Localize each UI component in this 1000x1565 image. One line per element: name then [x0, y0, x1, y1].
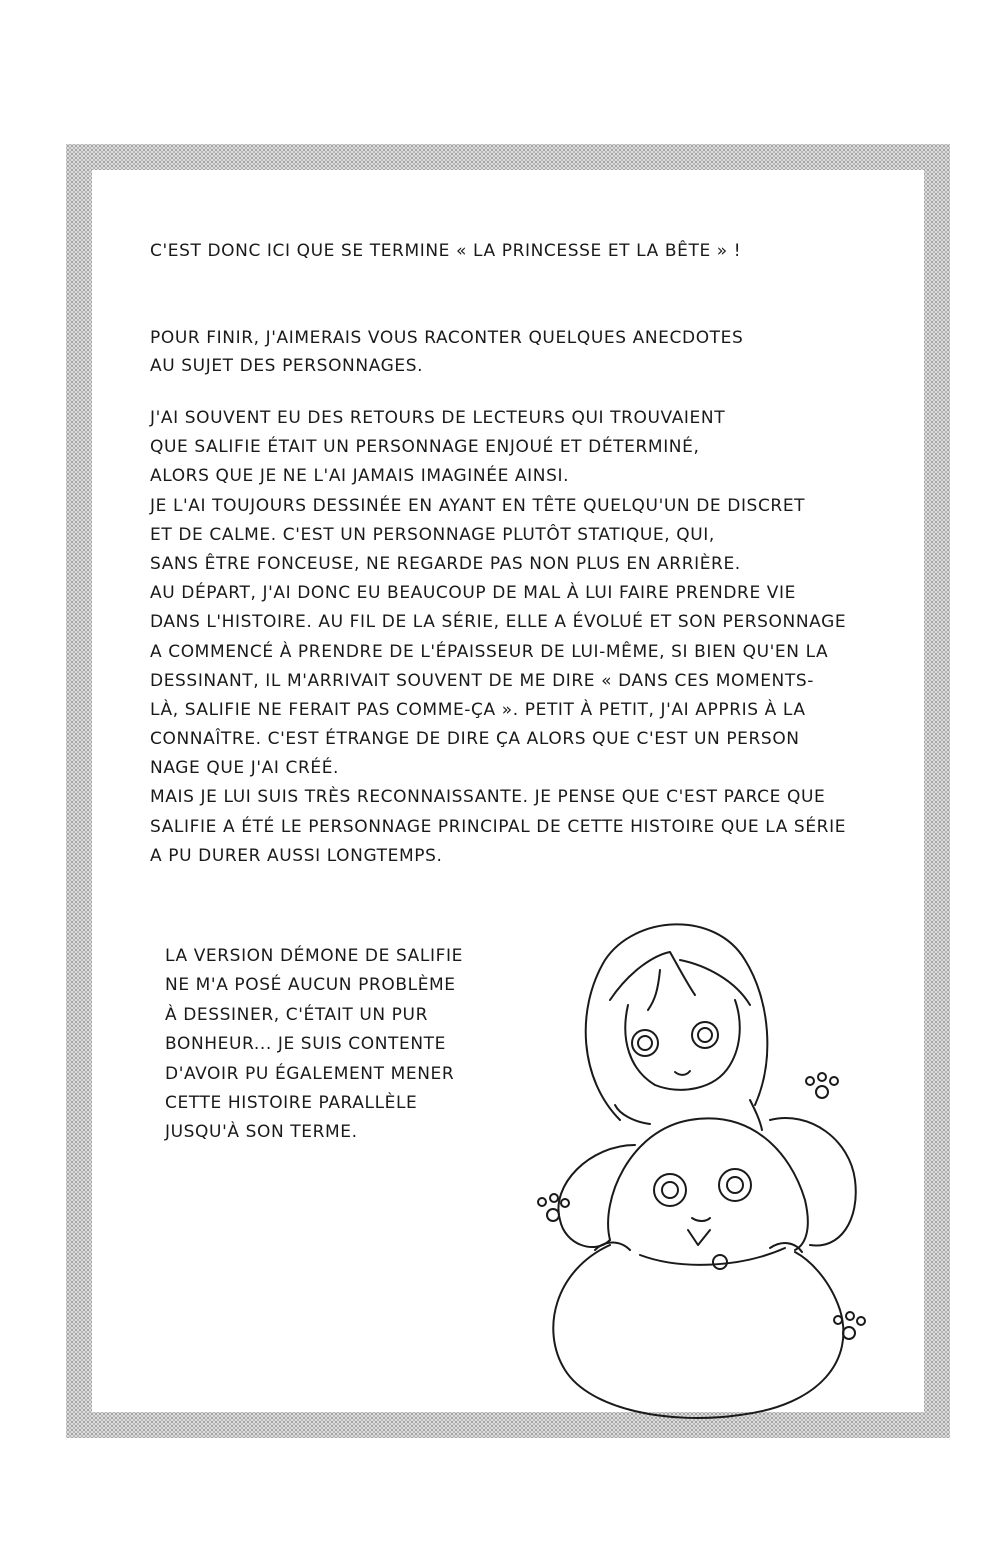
girl-face — [625, 1000, 739, 1090]
text-line: D'AVOIR PU ÉGALEMENT MENER — [165, 1063, 455, 1084]
dog-left-eye — [654, 1174, 686, 1206]
text-line: SANS ÊTRE FONCEUSE, NE REGARDE PAS NON PLUS EN ARRIÈRE. — [150, 553, 741, 574]
dog-nose — [692, 1218, 710, 1221]
text-line: DANS L'HISTOIRE. AU FIL DE LA SÉRIE, ELLE A ÉVOLUÉ ET SON PERSONNAGE — [150, 612, 847, 633]
text-line: À DESSINER, C'ÉTAIT UN PUR — [165, 1004, 428, 1025]
dog-right-eye — [719, 1169, 751, 1201]
paw-print-1 — [806, 1073, 838, 1098]
text-line: ET DE CALME. C'EST UN PERSONNAGE PLUTÔT STATIQUE, QUI, — [150, 524, 715, 545]
text-line: AU DÉPART, J'AI DONC EU BEAUCOUP DE MAL À LUI FAIRE PRENDRE VIE — [150, 583, 796, 604]
text-line: CONNAÎTRE. C'EST ÉTRANGE DE DIRE ÇA ALORS QUE C'EST UN PERSON — [150, 729, 800, 750]
girl-right-eye — [692, 1022, 718, 1048]
dog-mouth — [688, 1230, 710, 1245]
text-line: MAIS JE LUI SUIS TRÈS RECONNAISSANTE. JE PENSE QUE C'EST PARCE QUE — [150, 787, 826, 808]
text-line: JUSQU'À SON TERME. — [165, 1122, 358, 1143]
paragraph-salifie — [150, 408, 846, 875]
girl-bangs — [610, 952, 750, 1010]
girl-mouth — [675, 1071, 690, 1075]
paragraph-intro-anecdotes — [150, 328, 743, 384]
text-line: NAGE QUE J'AI CRÉÉ. — [150, 758, 340, 779]
paw-print-2 — [538, 1194, 569, 1221]
text-line: AU SUJET DES PERSONNAGES. — [150, 356, 424, 376]
text-line: NE M'A POSÉ AUCUN PROBLÈME — [165, 975, 456, 996]
dog-body — [553, 1245, 843, 1418]
text-line: J'AI SOUVENT EU DES RETOURS DE LECTEURS QUI TROUVAIENT — [150, 408, 726, 428]
text-line: BONHEUR... JE SUIS CONTENTE — [165, 1034, 446, 1055]
dog-ears — [558, 1118, 855, 1247]
text-line: LA VERSION DÉMONE DE SALIFIE — [165, 946, 463, 966]
text-line: LÀ, SALIFIE NE FERAIT PAS COMME-ÇA ». PETIT À PETIT, J'AI APPRIS À LA — [150, 699, 806, 720]
girl-shoulders — [615, 1100, 762, 1130]
text-line: DESSINANT, IL M'ARRIVAIT SOUVENT DE ME DIRE « DANS CES MOMENTS- — [150, 670, 814, 691]
paw-print-3 — [834, 1312, 865, 1339]
intro-line: C'EST DONC ICI QUE SE TERMINE « LA PRINCESSE ET LA BÊTE » ! — [150, 241, 742, 261]
text-line: POUR FINIR, J'AIMERAIS VOUS RACONTER QUELQUES ANECDOTES — [150, 328, 744, 348]
dog-head — [608, 1118, 808, 1250]
illustration-caption — [165, 946, 463, 1152]
text-line: ALORS QUE JE NE L'AI JAMAIS IMAGINÉE AINSI. — [150, 466, 570, 487]
collar-flower — [713, 1255, 727, 1269]
text-line: CETTE HISTOIRE PARALLÈLE — [165, 1092, 418, 1113]
text-line: QUE SALIFIE ÉTAIT UN PERSONNAGE ENJOUÉ ET DÉTERMINÉ, — [150, 437, 700, 458]
text-line: A COMMENCÉ À PRENDRE DE L'ÉPAISSEUR DE LUI-MÊME, SI BIEN QU'EN LA — [150, 641, 829, 662]
text-line: A PU DURER AUSSI LONGTEMPS. — [150, 845, 443, 866]
girl-left-eye — [632, 1030, 658, 1056]
chibi-salifie-illustration — [520, 900, 900, 1420]
text-line: SALIFIE A ÉTÉ LE PERSONNAGE PRINCIPAL DE CETTE HISTOIRE QUE LA SÉRIE — [150, 816, 847, 837]
text-line: JE L'AI TOUJOURS DESSINÉE EN AYANT EN TÊTE QUELQU'UN DE DISCRET — [150, 495, 806, 516]
